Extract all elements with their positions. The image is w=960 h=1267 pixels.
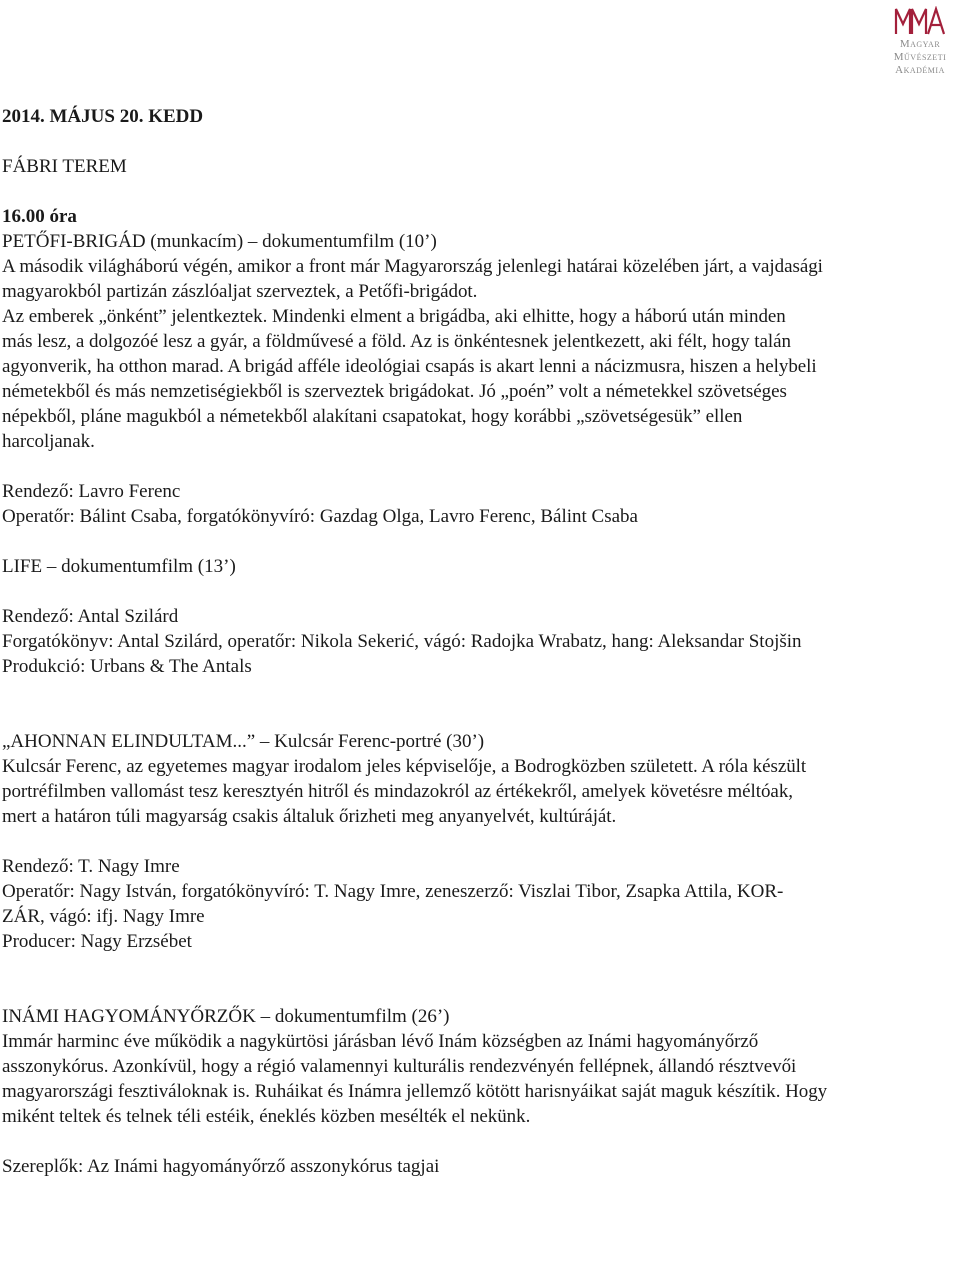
film3-desc-line: mert a határon túli magyarság csakis általuk őrizheti meg anyanyelvét, kultúráját. — [2, 806, 617, 827]
film1-director: Rendező: Lavro Ferenc — [2, 481, 181, 502]
logo-text-line2: Művészeti — [893, 51, 947, 63]
event-date: 2014. MÁJUS 20. KEDD — [2, 106, 204, 127]
film3-title: „AHONNAN ELINDULTAM...” – Kulcsár Ferenc-portré (30’) — [2, 731, 485, 752]
film4-desc-line: miként teltek és telnek téli estéik, éneklés közben mesélték el nekünk. — [2, 1106, 531, 1127]
film1-desc-line: népekből, pláne magukból a németekből alakítani csapatokat, hogy korábbi „szövetségesük” ellen — [2, 406, 743, 427]
film2-director: Rendező: Antal Szilárd — [2, 606, 179, 627]
film1-desc-line: agyonverik, ha otthon marad. A brigád afféle ideológiai csapás is akart lenni a nácizmusra, hiszen a helybeli — [2, 356, 817, 377]
film2-production: Produkció: Urbans & The Antals — [2, 656, 252, 677]
program-document — [2, 104, 946, 1179]
film3-desc-line: Kulcsár Ferenc, az egyetemes magyar irodalom jeles képviselője, a Bodrogközben született. A róla készült — [2, 756, 807, 777]
film3-producer: Producer: Nagy Erzsébet — [2, 931, 192, 952]
film4-title: INÁMI HAGYOMÁNYŐRZŐK – dokumentumfilm (26’) — [2, 1006, 450, 1027]
film2-crew: Forgatókönyv: Antal Szilárd, operatőr: Nikola Sekerić, vágó: Radojka Wrabatz, hang: Aleksandar Stojšin — [2, 631, 802, 652]
film4-cast: Szereplők: Az Inámi hagyományőrző asszonykórus tagjai — [2, 1156, 440, 1177]
film1-desc-line: Az emberek „önként” jelentkeztek. Mindenki elment a brigádba, aki elhitte, hogy a háború után minden — [2, 306, 786, 327]
film1-desc-line: németekből és más nemzetiségiekből is szerveztek brigádokat. Jó „poén” volt a németekkel szövetséges — [2, 381, 787, 402]
film2-title: LIFE – dokumentumfilm (13’) — [2, 556, 236, 577]
mma-logo-icon — [894, 6, 946, 36]
logo-text-line3: Akadémia — [895, 64, 945, 76]
film4-description — [2, 1029, 946, 1129]
film4-desc-line: Immár harminc éve működik a nagykürtösi járásban lévő Inám községben az Inámi hagyományőrző — [2, 1031, 759, 1052]
mma-logo — [884, 6, 956, 77]
film1-title: PETŐFI-BRIGÁD (munkacím) – dokumentumfilm (10’) — [2, 231, 437, 252]
film1-desc-line: magyarokból partizán zászlóaljat szerveztek, a Petőfi-brigádot. — [2, 281, 478, 302]
film4-desc-line: magyarországi fesztiváloknak is. Ruháikat és Inámra jellemző kötött harisnyáikat saját maguk készítik. Hogy — [2, 1081, 828, 1102]
film1-desc-line: más lesz, a dolgozóé lesz a gyár, a földművesé a föld. Az is önkéntesnek jelentkezett, aki félt, hogy talán — [2, 331, 791, 352]
film1-desc-line: harcoljanak. — [2, 431, 95, 452]
film1-description — [2, 254, 946, 454]
film3-desc-line: portréfilmben vallomást tesz keresztyén hitről és mindazokról az értékekről, amelyek követésre méltóak, — [2, 781, 793, 802]
film3-description — [2, 754, 946, 829]
film1-desc-line: A második világháború végén, amikor a front már Magyarország jelenlegi határai közelében járt, a vajdasági — [2, 256, 823, 277]
film1-crew: Operatőr: Bálint Csaba, forgatókönyvíró: Gazdag Olga, Lavro Ferenc, Bálint Csaba — [2, 506, 638, 527]
film3-crew-line1: Operatőr: Nagy István, forgatókönyvíró: T. Nagy Imre, zeneszerző: Viszlai Tibor, Zsapka Attila, KOR- — [2, 881, 784, 902]
logo-text-line1: Magyar — [899, 38, 941, 50]
venue-room: FÁBRI TEREM — [2, 156, 127, 177]
film3-director: Rendező: T. Nagy Imre — [2, 856, 180, 877]
event-time: 16.00 óra — [2, 206, 77, 227]
film4-desc-line: asszonykórus. Azonkívül, hogy a régió valamennyi kulturális rendezvényén fellépnek, állandó résztvevői — [2, 1056, 797, 1077]
film3-crew-line2: ZÁR, vágó: ifj. Nagy Imre — [2, 906, 205, 927]
